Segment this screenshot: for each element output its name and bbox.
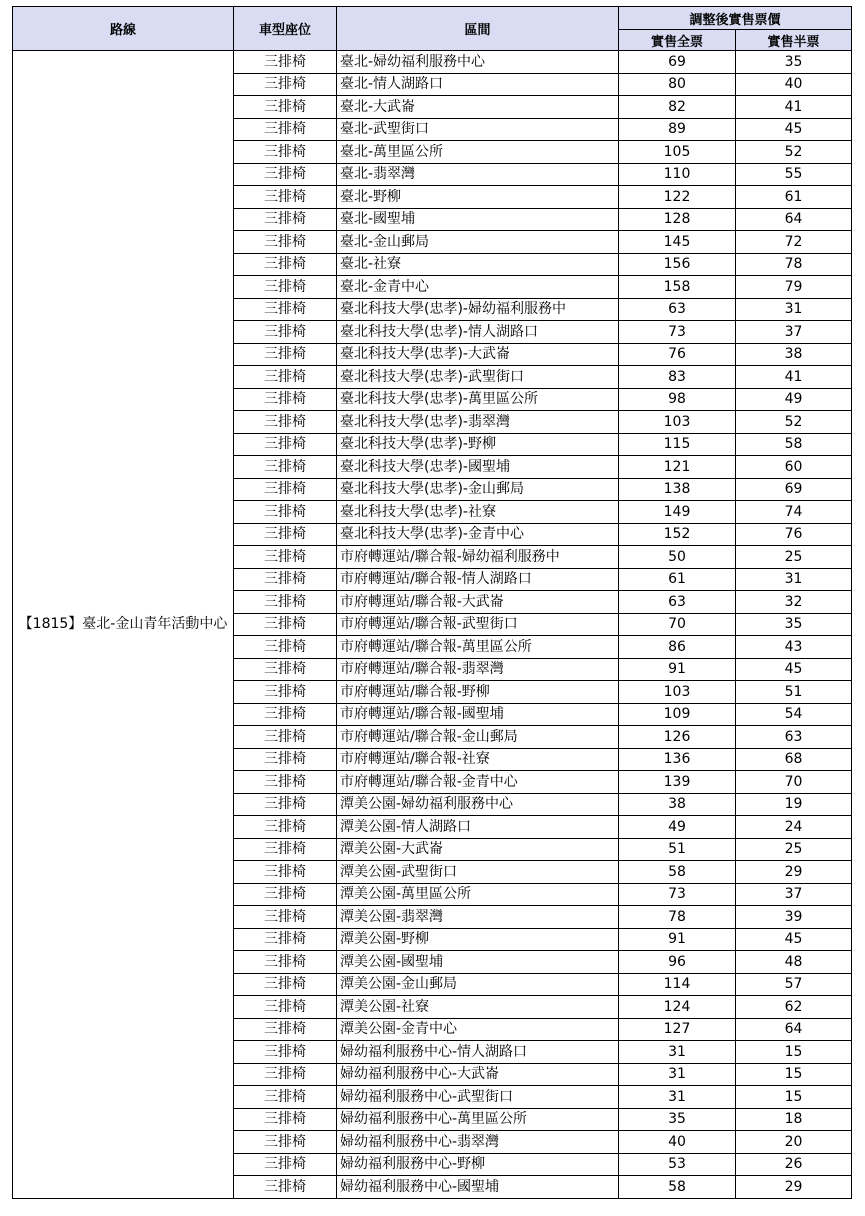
half-fare-cell: 45 (736, 928, 852, 951)
vehicle-type-cell: 三排椅 (234, 928, 337, 951)
vehicle-type-cell: 三排椅 (234, 51, 337, 74)
full-fare-cell: 145 (619, 231, 736, 254)
section-cell: 市府轉運站/聯合報-野柳 (337, 681, 619, 704)
half-fare-cell: 45 (736, 118, 852, 141)
vehicle-type-cell: 三排椅 (234, 321, 337, 344)
section-cell: 市府轉運站/聯合報-國聖埔 (337, 703, 619, 726)
full-fare-cell: 58 (619, 1176, 736, 1199)
full-fare-cell: 69 (619, 51, 736, 74)
full-fare-cell: 35 (619, 1108, 736, 1131)
full-fare-cell: 152 (619, 523, 736, 546)
vehicle-type-cell: 三排椅 (234, 771, 337, 794)
full-fare-cell: 126 (619, 726, 736, 749)
vehicle-type-cell: 三排椅 (234, 141, 337, 164)
vehicle-type-cell: 三排椅 (234, 883, 337, 906)
vehicle-type-cell: 三排椅 (234, 613, 337, 636)
half-fare-cell: 37 (736, 883, 852, 906)
vehicle-type-cell: 三排椅 (234, 703, 337, 726)
half-fare-cell: 58 (736, 433, 852, 456)
full-fare-cell: 127 (619, 1018, 736, 1041)
vehicle-type-cell: 三排椅 (234, 1063, 337, 1086)
half-fare-cell: 38 (736, 343, 852, 366)
full-fare-cell: 78 (619, 906, 736, 929)
half-fare-cell: 74 (736, 501, 852, 524)
section-cell: 臺北-國聖埔 (337, 208, 619, 231)
section-cell: 臺北科技大學(忠孝)-萬里區公所 (337, 388, 619, 411)
half-fare-cell: 63 (736, 726, 852, 749)
full-fare-cell: 49 (619, 816, 736, 839)
half-fare-cell: 76 (736, 523, 852, 546)
section-cell: 臺北科技大學(忠孝)-武聖街口 (337, 366, 619, 389)
vehicle-type-cell: 三排椅 (234, 546, 337, 569)
full-fare-cell: 86 (619, 636, 736, 659)
section-cell: 潭美公園-武聖街口 (337, 861, 619, 884)
full-fare-cell: 128 (619, 208, 736, 231)
full-fare-cell: 124 (619, 996, 736, 1019)
full-fare-cell: 109 (619, 703, 736, 726)
table-row (13, 51, 852, 74)
half-fare-cell: 54 (736, 703, 852, 726)
half-fare-cell: 62 (736, 996, 852, 1019)
half-fare-cell: 31 (736, 298, 852, 321)
half-fare-cell: 52 (736, 411, 852, 434)
half-fare-cell: 45 (736, 658, 852, 681)
section-cell: 市府轉運站/聯合報-婦幼福利服務中 (337, 546, 619, 569)
full-fare-cell: 91 (619, 658, 736, 681)
section-cell: 婦幼福利服務中心-國聖埔 (337, 1176, 619, 1199)
half-fare-cell: 37 (736, 321, 852, 344)
half-fare-cell: 78 (736, 253, 852, 276)
half-fare-cell: 35 (736, 51, 852, 74)
vehicle-type-cell: 三排椅 (234, 726, 337, 749)
section-cell: 臺北科技大學(忠孝)-國聖埔 (337, 456, 619, 479)
section-cell: 臺北-萬里區公所 (337, 141, 619, 164)
full-fare-cell: 103 (619, 681, 736, 704)
section-cell: 市府轉運站/聯合報-武聖街口 (337, 613, 619, 636)
section-cell: 臺北科技大學(忠孝)-婦幼福利服務中 (337, 298, 619, 321)
table-header (13, 7, 852, 51)
section-cell: 潭美公園-大武崙 (337, 838, 619, 861)
half-fare-cell: 19 (736, 793, 852, 816)
section-cell: 臺北-社寮 (337, 253, 619, 276)
half-fare-cell: 20 (736, 1131, 852, 1154)
vehicle-type-cell: 三排椅 (234, 1153, 337, 1176)
half-fare-cell: 43 (736, 636, 852, 659)
half-fare-cell: 61 (736, 186, 852, 209)
vehicle-type-cell: 三排椅 (234, 298, 337, 321)
section-cell: 臺北-婦幼福利服務中心 (337, 51, 619, 74)
vehicle-type-cell: 三排椅 (234, 253, 337, 276)
header-adjusted-fare: 調整後實售票價 (619, 7, 852, 30)
vehicle-type-cell: 三排椅 (234, 523, 337, 546)
full-fare-cell: 50 (619, 546, 736, 569)
full-fare-cell: 110 (619, 163, 736, 186)
vehicle-type-cell: 三排椅 (234, 996, 337, 1019)
full-fare-cell: 80 (619, 73, 736, 96)
section-cell: 潭美公園-金青中心 (337, 1018, 619, 1041)
section-cell: 市府轉運站/聯合報-金青中心 (337, 771, 619, 794)
half-fare-cell: 49 (736, 388, 852, 411)
fare-table (12, 6, 852, 1199)
section-cell: 臺北科技大學(忠孝)-翡翠灣 (337, 411, 619, 434)
section-cell: 臺北-大武崙 (337, 96, 619, 119)
full-fare-cell: 31 (619, 1086, 736, 1109)
vehicle-type-cell: 三排椅 (234, 658, 337, 681)
full-fare-cell: 58 (619, 861, 736, 884)
half-fare-cell: 15 (736, 1086, 852, 1109)
full-fare-cell: 53 (619, 1153, 736, 1176)
vehicle-type-cell: 三排椅 (234, 478, 337, 501)
section-cell: 潭美公園-社寮 (337, 996, 619, 1019)
section-cell: 臺北-情人湖路口 (337, 73, 619, 96)
vehicle-type-cell: 三排椅 (234, 276, 337, 299)
half-fare-cell: 48 (736, 951, 852, 974)
vehicle-type-cell: 三排椅 (234, 118, 337, 141)
full-fare-cell: 76 (619, 343, 736, 366)
half-fare-cell: 25 (736, 838, 852, 861)
full-fare-cell: 82 (619, 96, 736, 119)
full-fare-cell: 83 (619, 366, 736, 389)
section-cell: 潭美公園-翡翠灣 (337, 906, 619, 929)
section-cell: 臺北-金青中心 (337, 276, 619, 299)
vehicle-type-cell: 三排椅 (234, 681, 337, 704)
full-fare-cell: 91 (619, 928, 736, 951)
table-body (13, 51, 852, 1199)
half-fare-cell: 51 (736, 681, 852, 704)
section-cell: 市府轉運站/聯合報-金山郵局 (337, 726, 619, 749)
full-fare-cell: 63 (619, 298, 736, 321)
vehicle-type-cell: 三排椅 (234, 186, 337, 209)
fare-table-sheet (12, 6, 852, 1199)
full-fare-cell: 158 (619, 276, 736, 299)
section-cell: 市府轉運站/聯合報-社寮 (337, 748, 619, 771)
full-fare-cell: 31 (619, 1063, 736, 1086)
section-cell: 婦幼福利服務中心-野柳 (337, 1153, 619, 1176)
vehicle-type-cell: 三排椅 (234, 73, 337, 96)
header-full-fare: 實售全票 (619, 30, 736, 51)
half-fare-cell: 70 (736, 771, 852, 794)
section-cell: 潭美公園-野柳 (337, 928, 619, 951)
section-cell: 市府轉運站/聯合報-情人湖路口 (337, 568, 619, 591)
full-fare-cell: 138 (619, 478, 736, 501)
vehicle-type-cell: 三排椅 (234, 163, 337, 186)
vehicle-type-cell: 三排椅 (234, 1108, 337, 1131)
full-fare-cell: 149 (619, 501, 736, 524)
full-fare-cell: 73 (619, 883, 736, 906)
half-fare-cell: 57 (736, 973, 852, 996)
full-fare-cell: 115 (619, 433, 736, 456)
full-fare-cell: 136 (619, 748, 736, 771)
half-fare-cell: 35 (736, 613, 852, 636)
vehicle-type-cell: 三排椅 (234, 906, 337, 929)
full-fare-cell: 70 (619, 613, 736, 636)
half-fare-cell: 79 (736, 276, 852, 299)
section-cell: 臺北科技大學(忠孝)-情人湖路口 (337, 321, 619, 344)
section-cell: 臺北-野柳 (337, 186, 619, 209)
vehicle-type-cell: 三排椅 (234, 1041, 337, 1064)
half-fare-cell: 25 (736, 546, 852, 569)
vehicle-type-cell: 三排椅 (234, 366, 337, 389)
section-cell: 婦幼福利服務中心-大武崙 (337, 1063, 619, 1086)
section-cell: 婦幼福利服務中心-萬里區公所 (337, 1108, 619, 1131)
section-cell: 市府轉運站/聯合報-萬里區公所 (337, 636, 619, 659)
half-fare-cell: 29 (736, 861, 852, 884)
full-fare-cell: 73 (619, 321, 736, 344)
half-fare-cell: 60 (736, 456, 852, 479)
section-cell: 市府轉運站/聯合報-翡翠灣 (337, 658, 619, 681)
section-cell: 臺北科技大學(忠孝)-野柳 (337, 433, 619, 456)
vehicle-type-cell: 三排椅 (234, 861, 337, 884)
section-cell: 臺北-武聖街口 (337, 118, 619, 141)
section-cell: 潭美公園-婦幼福利服務中心 (337, 793, 619, 816)
half-fare-cell: 55 (736, 163, 852, 186)
full-fare-cell: 98 (619, 388, 736, 411)
vehicle-type-cell: 三排椅 (234, 793, 337, 816)
half-fare-cell: 15 (736, 1063, 852, 1086)
section-cell: 潭美公園-萬里區公所 (337, 883, 619, 906)
half-fare-cell: 32 (736, 591, 852, 614)
section-cell: 市府轉運站/聯合報-大武崙 (337, 591, 619, 614)
vehicle-type-cell: 三排椅 (234, 96, 337, 119)
vehicle-type-cell: 三排椅 (234, 433, 337, 456)
section-cell: 臺北科技大學(忠孝)-金山郵局 (337, 478, 619, 501)
section-cell: 潭美公園-情人湖路口 (337, 816, 619, 839)
section-cell: 婦幼福利服務中心-翡翠灣 (337, 1131, 619, 1154)
half-fare-cell: 72 (736, 231, 852, 254)
full-fare-cell: 114 (619, 973, 736, 996)
half-fare-cell: 64 (736, 208, 852, 231)
full-fare-cell: 31 (619, 1041, 736, 1064)
section-cell: 婦幼福利服務中心-武聖街口 (337, 1086, 619, 1109)
full-fare-cell: 139 (619, 771, 736, 794)
vehicle-type-cell: 三排椅 (234, 591, 337, 614)
vehicle-type-cell: 三排椅 (234, 816, 337, 839)
vehicle-type-cell: 三排椅 (234, 456, 337, 479)
vehicle-type-cell: 三排椅 (234, 208, 337, 231)
full-fare-cell: 38 (619, 793, 736, 816)
section-cell: 臺北科技大學(忠孝)-金青中心 (337, 523, 619, 546)
section-cell: 潭美公園-金山郵局 (337, 973, 619, 996)
vehicle-type-cell: 三排椅 (234, 231, 337, 254)
full-fare-cell: 105 (619, 141, 736, 164)
vehicle-type-cell: 三排椅 (234, 568, 337, 591)
half-fare-cell: 18 (736, 1108, 852, 1131)
vehicle-type-cell: 三排椅 (234, 388, 337, 411)
full-fare-cell: 51 (619, 838, 736, 861)
vehicle-type-cell: 三排椅 (234, 973, 337, 996)
vehicle-type-cell: 三排椅 (234, 951, 337, 974)
full-fare-cell: 63 (619, 591, 736, 614)
section-cell: 潭美公園-國聖埔 (337, 951, 619, 974)
half-fare-cell: 69 (736, 478, 852, 501)
full-fare-cell: 121 (619, 456, 736, 479)
vehicle-type-cell: 三排椅 (234, 1131, 337, 1154)
vehicle-type-cell: 三排椅 (234, 343, 337, 366)
vehicle-type-cell: 三排椅 (234, 411, 337, 434)
section-cell: 臺北科技大學(忠孝)-大武崙 (337, 343, 619, 366)
header-section: 區間 (337, 7, 619, 51)
section-cell: 婦幼福利服務中心-情人湖路口 (337, 1041, 619, 1064)
vehicle-type-cell: 三排椅 (234, 1086, 337, 1109)
half-fare-cell: 41 (736, 96, 852, 119)
full-fare-cell: 61 (619, 568, 736, 591)
vehicle-type-cell: 三排椅 (234, 838, 337, 861)
full-fare-cell: 89 (619, 118, 736, 141)
full-fare-cell: 40 (619, 1131, 736, 1154)
section-cell: 臺北-翡翠灣 (337, 163, 619, 186)
half-fare-cell: 64 (736, 1018, 852, 1041)
section-cell: 臺北科技大學(忠孝)-社寮 (337, 501, 619, 524)
route-name-cell: 【1815】臺北-金山青年活動中心 (13, 51, 234, 1199)
full-fare-cell: 103 (619, 411, 736, 434)
vehicle-type-cell: 三排椅 (234, 748, 337, 771)
half-fare-cell: 29 (736, 1176, 852, 1199)
half-fare-cell: 15 (736, 1041, 852, 1064)
header-vehicle-type: 車型座位 (234, 7, 337, 51)
half-fare-cell: 26 (736, 1153, 852, 1176)
half-fare-cell: 24 (736, 816, 852, 839)
half-fare-cell: 40 (736, 73, 852, 96)
half-fare-cell: 41 (736, 366, 852, 389)
header-route: 路線 (13, 7, 234, 51)
half-fare-cell: 31 (736, 568, 852, 591)
full-fare-cell: 156 (619, 253, 736, 276)
half-fare-cell: 39 (736, 906, 852, 929)
section-cell: 臺北-金山郵局 (337, 231, 619, 254)
header-half-fare: 實售半票 (736, 30, 852, 51)
half-fare-cell: 68 (736, 748, 852, 771)
vehicle-type-cell: 三排椅 (234, 636, 337, 659)
full-fare-cell: 96 (619, 951, 736, 974)
half-fare-cell: 52 (736, 141, 852, 164)
vehicle-type-cell: 三排椅 (234, 1176, 337, 1199)
vehicle-type-cell: 三排椅 (234, 1018, 337, 1041)
full-fare-cell: 122 (619, 186, 736, 209)
vehicle-type-cell: 三排椅 (234, 501, 337, 524)
